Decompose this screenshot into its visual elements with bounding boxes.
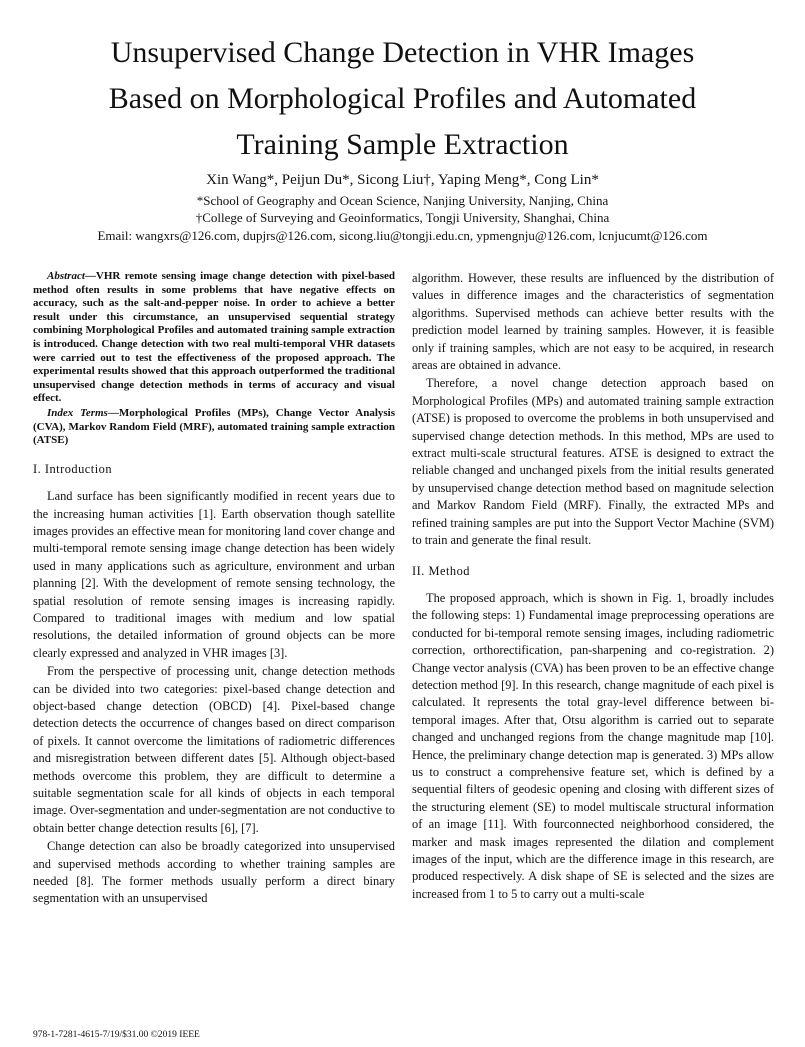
paragraph: algorithm. However, these results are influenced by the distribution of values in difference images and the characteristics of segmentation algorithms. Supervised methods can achieve better results with the prediction model learned by training samples. However, it is feasible only if training samples, which are not easy to be acquired, in research areas are obtained in advance. — [412, 271, 774, 373]
author-emails: Email: wangxrs@126.com, dupjrs@126.com, sicong.liu@tongji.edu.cn, ypmengnju@126.com, lcnjucumt@126.com — [97, 228, 708, 243]
abstract-label: Abstract — [47, 270, 85, 282]
section-heading-method: II. Method — [412, 563, 470, 578]
index-terms-label: Index Terms — [47, 406, 108, 419]
affiliation-2: †College of Surveying and Geoinformatics, Tongji University, Shanghai, China — [195, 210, 610, 225]
title-line: Unsupervised Change Detection in VHR Images — [110, 36, 695, 69]
affiliation-1: *School of Geography and Ocean Science, Nanjing University, Nanjing, China — [196, 193, 609, 208]
right-column — [412, 270, 774, 904]
paragraph: Change detection can also be broadly categorized into unsupervised and supervised methods according to whether training samples are needed [8]. The former methods usually perform a direct binary segmentation with an unsupervised — [33, 839, 395, 906]
copyright-footer: 978-1-7281-4615-7/19/$31.00 ©2019 IEEE — [33, 1030, 200, 1040]
title-line: Training Sample Extraction — [236, 128, 569, 161]
section-heading-introduction: I. Introduction — [33, 461, 113, 476]
paper-title — [20, 30, 785, 168]
author-list: Xin Wang*, Peijun Du*, Sicong Liu†, Yaping Meng*, Cong Lin* — [206, 172, 599, 188]
paragraph: Land surface has been significantly modified in recent years due to the increasing human activities [1]. Earth observation though satellite images provides an effective mean for monitoring land cover change and multi-temporal remote sensing image change detection has been widely used in many applications such as agriculture, environment and urban planning [2]. With the development of remote sensing technology, the spatial resolution of remote sensing images is increasing rapidly. Compared to traditional images with medium and low spatial resolutions, the detailed information of ground objects can be more clearly expressed and analyzed in VHR images [3]. — [33, 489, 395, 660]
title-line: Based on Morphological Profiles and Automated — [108, 82, 697, 115]
paragraph: The proposed approach, which is shown in Fig. 1, broadly includes the following steps: 1) Fundamental image preprocessing operations are conducted for bi-temporal remote sensing images, including radiometric correction, orthorectification, pan-sharpening and co-registration. 2) Change vector analysis (CVA) has been proven to be an effective change detection method [9]. In this research, change magnitude of each pixel is calculated. It represents the total gray-level difference between bi-temporal images. After that, Otsu algorithm is carried out to separate changed and unchanged regions from the change magnitude map [10]. Hence, the preliminary change detection map is generated. 3) MPs allow us to construct a comprehensive feature set, which is defined by a sequential filters of geodesic opening and closing with different sizes of the structuring element (SE) to model multiscale structural information of an image [11]. With fourconnected neighborhood considered, the marker and mask images represented the dilation and complement images of the input, which are the difference image in this research, are produced respectively. A disk shape of SE is selected and the sizes are increased from 1 to 5 to carry out a multi-scale — [412, 590, 774, 901]
paragraph: From the perspective of processing unit, change detection methods can be divided into two categories: pixel-based change detection and object-based change detection (OBCD) [4]. Pixel-based change detection detects the occurrence of changes based on direct comparison of pixels. It cannot overcome the limitations of radiometric differences and misregistration between different dates [5]. Although object-based methods overcome this problem, they are difficult to determine a suitable segmentation scale for all kinds of objects in each temporal image. Over-segmentation and under-segmentation are not conductive to obtain better change detection results [6], [7]. — [33, 664, 395, 835]
abstract — [33, 270, 395, 406]
index-terms — [33, 407, 395, 448]
left-column — [33, 270, 395, 909]
abstract-text: —VHR remote sensing image change detection with pixel-based method often results in some problems that have negative effects on accuracy, such as the salt-and-pepper noise. In order to achieve a better result under this circumstance, an unsupervised sequential strategy combining Morphological Profiles and automated training sample extraction is introduced. Change detection with two real multi-temporal VHR datasets were carried out to test the effectiveness of the proposed approach. The experimental results showed that this approach outperformed the traditional unsupervised change detection methods in terms of accuracy and visual effect. — [33, 270, 395, 405]
index-terms-text: —Morphological Profiles (MPs), Change Vector Analysis (CVA), Markov Random Field (MRF), automated training sample extraction (ATSE) — [33, 406, 395, 447]
paragraph: Therefore, a novel change detection approach based on Morphological Profiles (MPs) and automated training sample extraction (ATSE) is proposed to overcome the problems in both unsupervised and supervised change detection methods. In this method, MPs are used to extract multi-scale structural features. ATSE is designed to extract the reliable changed and unchanged pixels from the initial results generated by unsupervised change detection method based on magnitude selection and Markov Random Field (MRF). Finally, the extracted MPs and refined training samples are put into the Support Vector Machine (SVM) to train and generate the final result. — [412, 376, 774, 548]
